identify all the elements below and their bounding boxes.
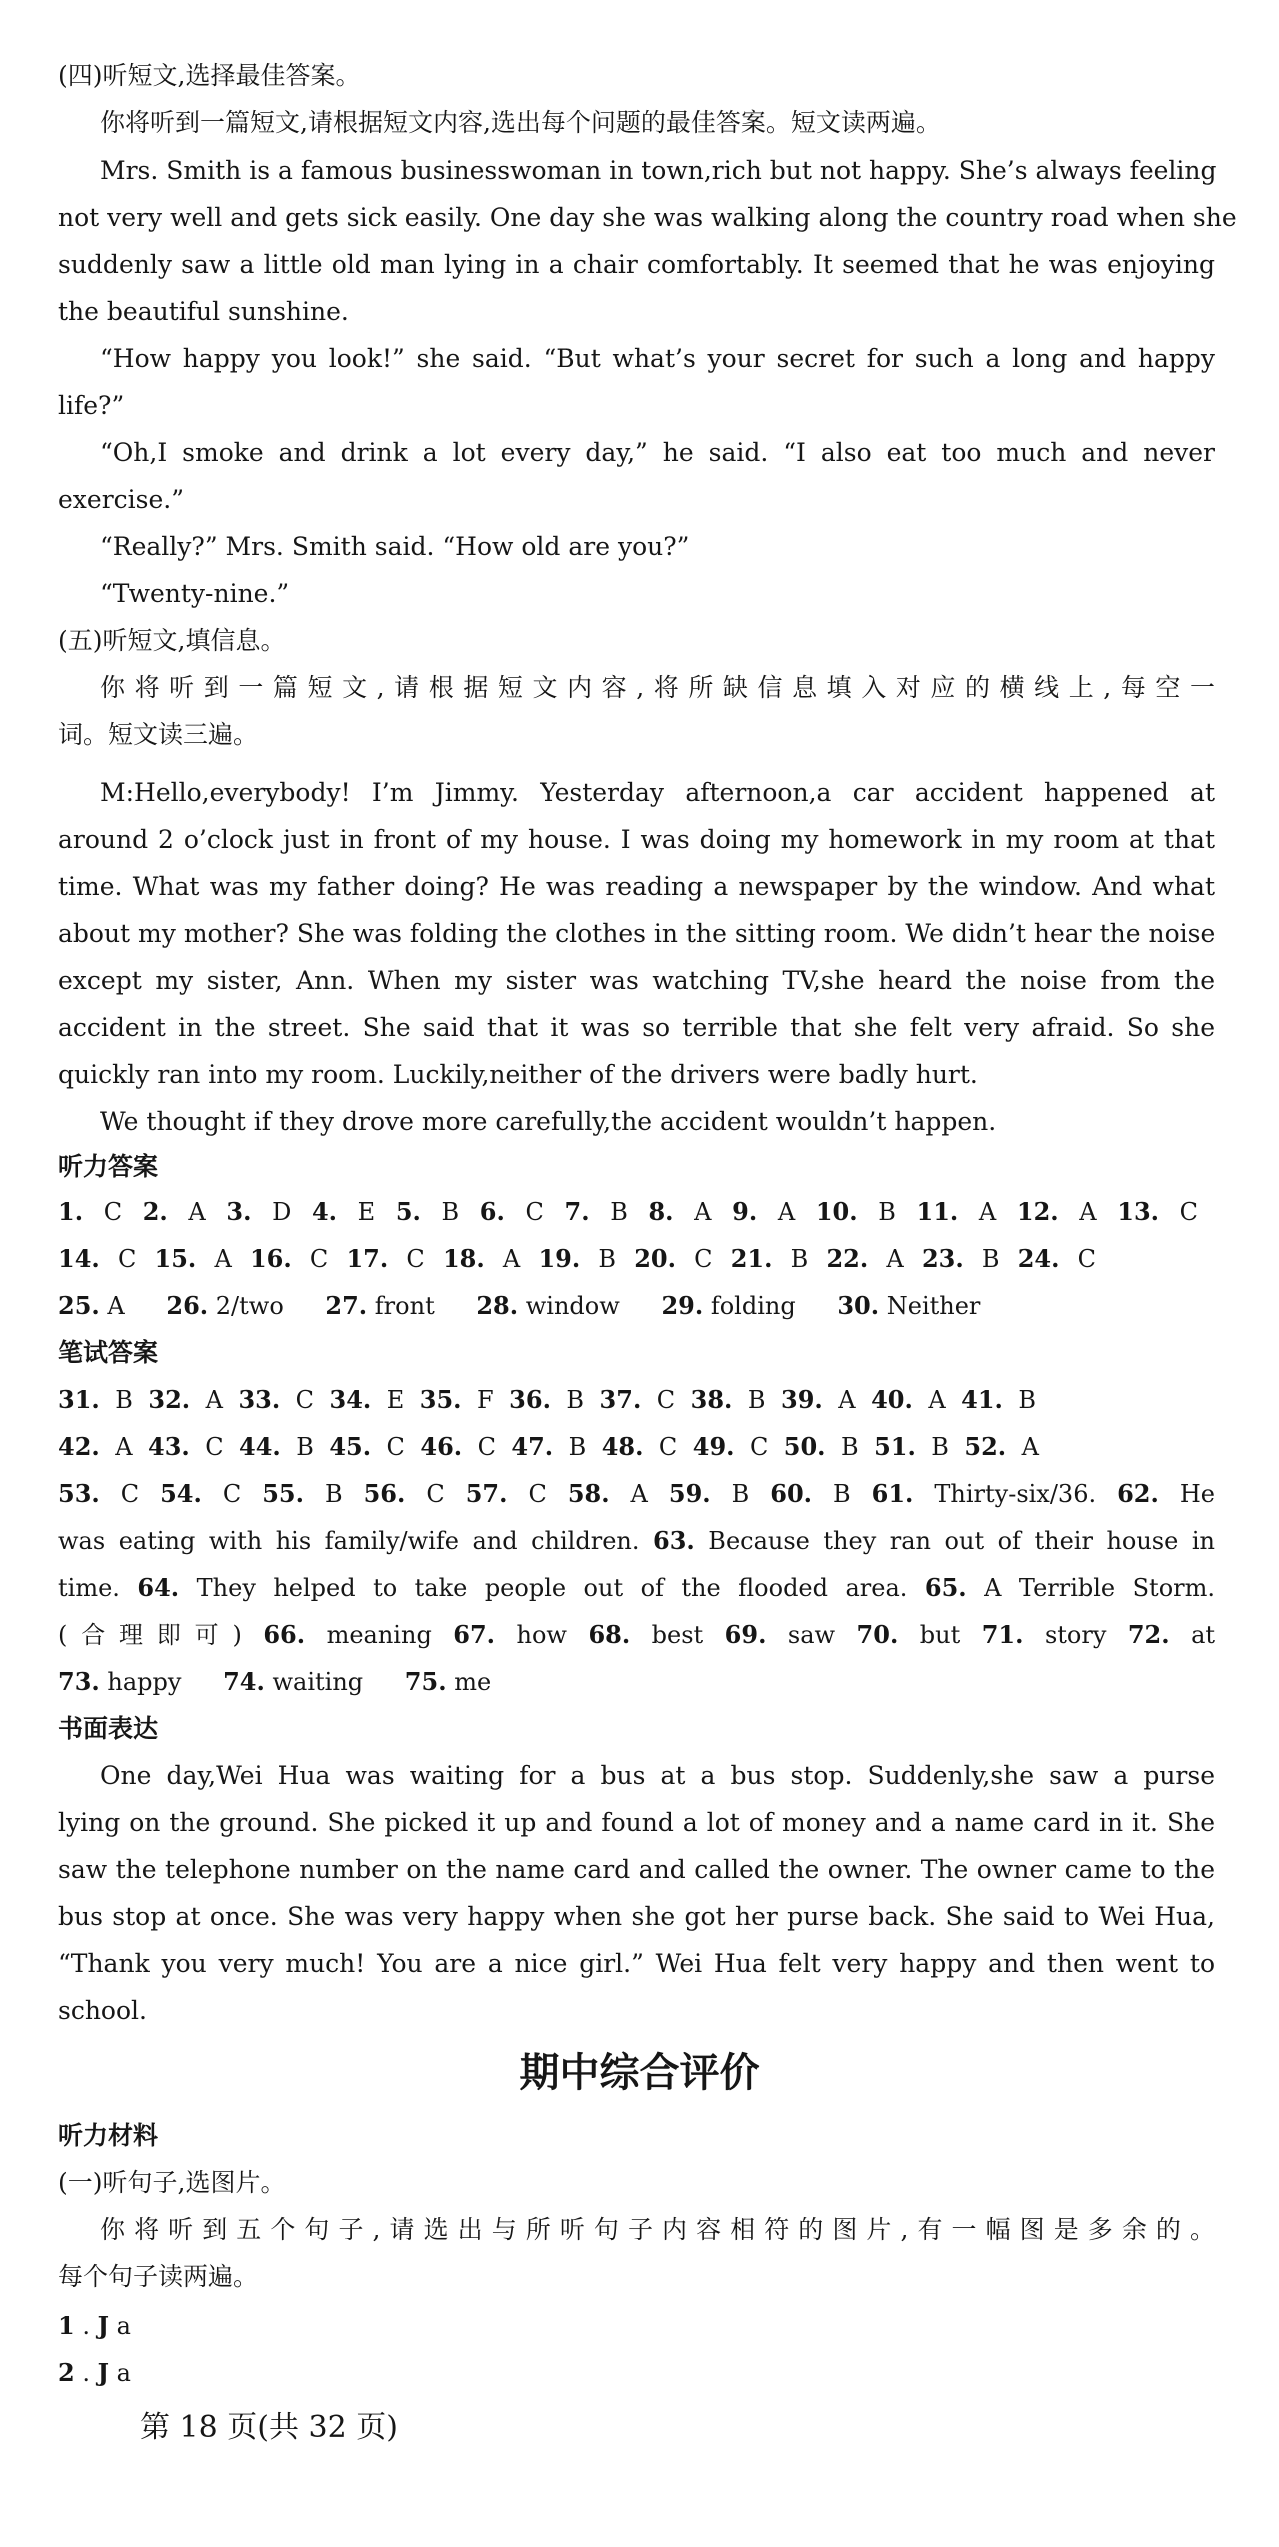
answer-number: 38. bbox=[690, 1385, 733, 1414]
answer-text: C bbox=[1059, 1245, 1097, 1273]
answer-text: B bbox=[812, 1480, 851, 1508]
answer-text: A bbox=[99, 1433, 133, 1461]
answer-item bbox=[453, 1621, 567, 1649]
answer-text: A bbox=[673, 1198, 712, 1226]
answer-number: 30. bbox=[837, 1291, 880, 1320]
answer-text: at bbox=[1169, 1621, 1216, 1649]
answer-text: B bbox=[550, 1386, 585, 1414]
answer-text: C bbox=[388, 1245, 425, 1273]
answer-number: J bbox=[97, 2311, 109, 2340]
writing-heading: 书面表达 bbox=[58, 1714, 159, 1743]
answer-number: 49. bbox=[692, 1432, 735, 1461]
answer-number: 15. bbox=[154, 1244, 197, 1273]
answer-number: 19. bbox=[538, 1244, 581, 1273]
writing-line: “Thank you very much! You are a nice girl.” Wei Hua felt very happy and then went to bbox=[58, 1949, 1215, 1978]
midterm-title: 期中综合评价 bbox=[519, 2050, 760, 2096]
passage-5-line: time. What was my father doing? He was reading a newspaper by the window. And what bbox=[58, 872, 1215, 901]
passage-4-line: exercise.” bbox=[58, 485, 184, 514]
answer-number: 59. bbox=[668, 1479, 711, 1508]
answer-number: 41. bbox=[961, 1385, 1003, 1414]
written-answers-heading: 笔试答案 bbox=[58, 1338, 159, 1367]
answer-item bbox=[98, 2359, 131, 2387]
answer-number: 51. bbox=[874, 1432, 916, 1461]
answer-number: 68. bbox=[588, 1620, 631, 1649]
answer-text: B bbox=[420, 1198, 460, 1226]
answer-number: 47. bbox=[511, 1432, 554, 1461]
answer-item bbox=[58, 2312, 90, 2340]
answer-number: 23. bbox=[921, 1244, 964, 1273]
answer-number: 29. bbox=[661, 1291, 704, 1320]
answer-text: A bbox=[757, 1198, 796, 1226]
midterm-part1-heading: (一)听句子,选图片。 bbox=[58, 2168, 286, 2197]
answer-item bbox=[538, 1245, 616, 1273]
answer-item bbox=[396, 1198, 459, 1226]
answer-text: C bbox=[462, 1433, 496, 1461]
answer-text: C bbox=[189, 1433, 224, 1461]
answer-item bbox=[770, 1480, 850, 1508]
passage-4-line: “How happy you look!” she said. “But what’s your secret for such a long and happy bbox=[100, 344, 1215, 373]
answer-number: 28. bbox=[476, 1291, 519, 1320]
section-4-heading: (四)听短文,选择最佳答案。 bbox=[58, 61, 361, 90]
answer-number: 9. bbox=[732, 1197, 758, 1226]
answer-item bbox=[325, 1292, 434, 1320]
answer-item bbox=[58, 1386, 133, 1414]
midterm-subheading: 听力材料 bbox=[58, 2121, 159, 2150]
answer-number: 12. bbox=[1016, 1197, 1059, 1226]
answer-text: B bbox=[732, 1386, 766, 1414]
answer-number: 18. bbox=[442, 1244, 485, 1273]
answer-text: A bbox=[609, 1480, 648, 1508]
answer-text: B bbox=[280, 1433, 314, 1461]
answer-text: . bbox=[74, 2312, 90, 2340]
answer-number: 22. bbox=[826, 1244, 869, 1273]
answer-text: They helped to take people out of the flooded area. bbox=[179, 1574, 908, 1602]
passage-4-line: “Oh,I smoke and drink a lot every day,” he said. “I also eat too much and never bbox=[100, 438, 1215, 467]
answer-text: happy bbox=[99, 1668, 182, 1696]
answer-number: 5. bbox=[395, 1197, 421, 1226]
answer-number: 17. bbox=[346, 1244, 389, 1273]
answer-item bbox=[826, 1245, 903, 1273]
answer-text: (合理即可) bbox=[58, 1621, 242, 1649]
answer-item bbox=[857, 1621, 961, 1649]
answer-item bbox=[155, 1245, 232, 1273]
answer-text: C bbox=[99, 1245, 137, 1273]
answer-number: 27. bbox=[325, 1291, 368, 1320]
midterm-item bbox=[58, 2310, 131, 2342]
answer-text: A bbox=[868, 1245, 904, 1273]
answer-item bbox=[816, 1198, 896, 1226]
answer-text: folding bbox=[703, 1292, 796, 1320]
answer-item bbox=[58, 1433, 133, 1461]
answer-item bbox=[143, 1198, 206, 1226]
answer-item bbox=[784, 1433, 859, 1461]
passage-5-line: accident in the street. She said that it was so terrible that she felt very afraid. So she bbox=[58, 1013, 1215, 1042]
answer-item bbox=[466, 1480, 547, 1508]
answer-number: 42. bbox=[58, 1432, 100, 1461]
answer-item bbox=[58, 1527, 639, 1555]
answer-number: 8. bbox=[648, 1197, 674, 1226]
answer-number: 57. bbox=[465, 1479, 508, 1508]
answer-item bbox=[725, 1621, 835, 1649]
answer-item bbox=[511, 1433, 586, 1461]
answer-item bbox=[1117, 1198, 1198, 1226]
answer-number: 16. bbox=[249, 1244, 292, 1273]
answer-number: 32. bbox=[148, 1385, 191, 1414]
answer-number: 11. bbox=[916, 1197, 959, 1226]
answer-text: A bbox=[484, 1245, 521, 1273]
answer-item bbox=[346, 1245, 424, 1273]
passage-5-line: except my sister, Ann. When my sister was watching TV,she heard the noise from the bbox=[58, 966, 1215, 995]
passage-4-line: not very well and gets sick easily. One day she was walking along the country road when she bbox=[58, 203, 1237, 232]
passage-5-line: about my mother? She was folding the clothes in the sitting room. We didn’t hear the noise bbox=[58, 919, 1216, 948]
answer-number: 70. bbox=[856, 1620, 899, 1649]
answer-number: 36. bbox=[509, 1385, 551, 1414]
answer-text: He bbox=[1158, 1480, 1215, 1508]
answer-text: A bbox=[99, 1292, 125, 1320]
answer-text: a bbox=[108, 2312, 131, 2340]
answer-number: J bbox=[97, 2358, 109, 2387]
answer-text: C bbox=[641, 1386, 676, 1414]
passage-5-line: M:Hello,everybody! I’m Jimmy. Yesterday afternoon,a car accident happened at bbox=[100, 778, 1215, 807]
answer-number: 45. bbox=[329, 1432, 372, 1461]
answer-text: B bbox=[303, 1480, 343, 1508]
answer-text: saw bbox=[766, 1621, 836, 1649]
answer-item bbox=[420, 1433, 496, 1461]
passage-4-line: life?” bbox=[58, 391, 125, 420]
answer-item bbox=[732, 1198, 795, 1226]
answer-text: C bbox=[504, 1198, 544, 1226]
answer-item bbox=[669, 1480, 749, 1508]
answer-text: B bbox=[99, 1386, 133, 1414]
answer-text: C bbox=[1159, 1198, 1199, 1226]
answer-number: 14. bbox=[58, 1244, 100, 1273]
answer-item bbox=[661, 1292, 795, 1320]
answer-item bbox=[565, 1198, 628, 1226]
answer-number: 33. bbox=[238, 1385, 281, 1414]
answer-item bbox=[312, 1198, 375, 1226]
answer-item bbox=[634, 1245, 712, 1273]
answer-text: 2/two bbox=[208, 1292, 284, 1320]
answer-text: E bbox=[337, 1198, 376, 1226]
answer-text: Neither bbox=[879, 1292, 981, 1320]
answer-text: how bbox=[495, 1621, 567, 1649]
answer-text: C bbox=[83, 1198, 123, 1226]
answer-item bbox=[262, 1480, 342, 1508]
writing-line: school. bbox=[58, 1996, 147, 2025]
answer-number: 73. bbox=[58, 1667, 100, 1696]
answer-number: 2 bbox=[58, 2358, 75, 2387]
answer-number: 13. bbox=[1117, 1197, 1160, 1226]
midterm-item bbox=[58, 2357, 131, 2389]
answer-number: 26. bbox=[166, 1291, 209, 1320]
answer-item bbox=[693, 1433, 769, 1461]
answer-number: 58. bbox=[567, 1479, 610, 1508]
answer-row bbox=[58, 1572, 1215, 1604]
answer-number: 20. bbox=[634, 1244, 676, 1273]
answer-number: 44. bbox=[239, 1432, 281, 1461]
answer-item bbox=[405, 1668, 491, 1696]
answer-item bbox=[1128, 1621, 1215, 1649]
answer-item bbox=[58, 1245, 136, 1273]
answer-item bbox=[925, 1574, 1215, 1602]
answer-text: B bbox=[710, 1480, 750, 1508]
answer-number: 61. bbox=[871, 1479, 914, 1508]
answer-number: 25. bbox=[58, 1291, 100, 1320]
section-5-instruction: 词。短文读三遍。 bbox=[58, 720, 259, 749]
answer-text: was eating with his family/wife and children. bbox=[58, 1527, 640, 1555]
passage-4-line: suddenly saw a little old man lying in a chair comfortably. It seemed that he was enjoying bbox=[58, 250, 1215, 279]
answer-item bbox=[917, 1198, 997, 1226]
answer-text: A bbox=[822, 1386, 856, 1414]
passage-4-line: Mrs. Smith is a famous businesswoman in town,rich but not happy. She’s always feeling bbox=[100, 156, 1217, 185]
answer-number: 67. bbox=[453, 1620, 496, 1649]
answer-number: 1 bbox=[58, 2311, 75, 2340]
answer-text: B bbox=[857, 1198, 896, 1226]
answer-row bbox=[58, 1525, 1215, 1557]
answer-number: 69. bbox=[724, 1620, 767, 1649]
answer-number: 56. bbox=[363, 1479, 406, 1508]
answer-text: a bbox=[108, 2359, 131, 2387]
answer-number: 6. bbox=[479, 1197, 505, 1226]
answer-text: C bbox=[99, 1480, 140, 1508]
answer-item bbox=[588, 1621, 703, 1649]
passage-4-line: the beautiful sunshine. bbox=[58, 297, 349, 326]
answer-item bbox=[58, 2359, 90, 2387]
answer-text: but bbox=[898, 1621, 961, 1649]
answer-item bbox=[364, 1480, 445, 1508]
answer-row bbox=[58, 1243, 1096, 1275]
answer-number: 65. bbox=[924, 1573, 967, 1602]
answer-text: B bbox=[825, 1433, 859, 1461]
answer-item bbox=[653, 1527, 1215, 1555]
answer-number: 64. bbox=[137, 1573, 180, 1602]
answer-number: 74. bbox=[223, 1667, 265, 1696]
answer-item bbox=[329, 1433, 405, 1461]
answer-item bbox=[602, 1433, 678, 1461]
answer-number: 4. bbox=[311, 1197, 338, 1226]
answer-text: C bbox=[405, 1480, 445, 1508]
answer-item bbox=[58, 1668, 181, 1696]
answer-item bbox=[443, 1245, 520, 1273]
answer-text: B bbox=[580, 1245, 617, 1273]
answer-item bbox=[509, 1386, 584, 1414]
listening-answers-heading: 听力答案 bbox=[58, 1152, 159, 1181]
answer-number: 39. bbox=[781, 1385, 823, 1414]
answer-item bbox=[137, 1574, 907, 1602]
answer-text: A bbox=[1006, 1433, 1039, 1461]
passage-5-line: We thought if they drove more carefully,the accident wouldn’t happen. bbox=[100, 1107, 997, 1136]
answer-text: C bbox=[507, 1480, 547, 1508]
section-5-instruction: 你将听到一篇短文,请根据短文内容,将所缺信息填入对应的横线上,每空一 bbox=[100, 673, 1215, 702]
answer-number: 2. bbox=[142, 1197, 168, 1226]
answer-text: A bbox=[196, 1245, 232, 1273]
answer-number: 35. bbox=[419, 1385, 462, 1414]
answer-text: B bbox=[772, 1245, 809, 1273]
answer-item bbox=[250, 1245, 328, 1273]
answer-number: 54. bbox=[160, 1479, 202, 1508]
section-5-heading: (五)听短文,填信息。 bbox=[58, 626, 286, 655]
answer-item bbox=[223, 1668, 363, 1696]
passage-4-line: “Really?” Mrs. Smith said. “How old are you?” bbox=[100, 532, 690, 561]
answer-number: 46. bbox=[420, 1432, 463, 1461]
answer-item bbox=[964, 1433, 1039, 1461]
answer-text: C bbox=[371, 1433, 405, 1461]
answer-text: E bbox=[371, 1386, 405, 1414]
answer-number: 63. bbox=[653, 1526, 695, 1555]
answer-row bbox=[58, 1290, 980, 1322]
answer-item bbox=[600, 1386, 676, 1414]
answer-number: 7. bbox=[564, 1197, 590, 1226]
answer-item bbox=[166, 1292, 283, 1320]
answer-text: front bbox=[367, 1292, 435, 1320]
answer-text: . bbox=[74, 2359, 90, 2387]
answer-text: Thirty-six/36. bbox=[913, 1480, 1097, 1508]
answer-text: D bbox=[251, 1198, 292, 1226]
answer-item bbox=[58, 1198, 122, 1226]
answer-item bbox=[58, 1480, 139, 1508]
passage-5-line: around 2 o’clock just in front of my house. I was doing my homework in my room at that bbox=[58, 825, 1215, 854]
answer-text: A bbox=[912, 1386, 946, 1414]
answer-item bbox=[58, 1292, 125, 1320]
answer-item bbox=[98, 2312, 131, 2340]
answer-text: A bbox=[958, 1198, 997, 1226]
answer-item bbox=[874, 1433, 949, 1461]
answer-item bbox=[1017, 1198, 1097, 1226]
answer-number: 52. bbox=[964, 1432, 1007, 1461]
answer-number: 31. bbox=[58, 1385, 100, 1414]
answer-item bbox=[872, 1480, 1096, 1508]
answer-item bbox=[480, 1198, 544, 1226]
answer-number: 1. bbox=[58, 1197, 84, 1226]
answer-text: meaning bbox=[305, 1621, 432, 1649]
answer-number: 21. bbox=[730, 1244, 773, 1273]
answer-row bbox=[58, 1196, 1198, 1228]
answer-number: 66. bbox=[263, 1620, 306, 1649]
answer-text: B bbox=[1002, 1386, 1037, 1414]
answer-item bbox=[148, 1386, 223, 1414]
answer-text: waiting bbox=[264, 1668, 364, 1696]
answer-number: 10. bbox=[815, 1197, 858, 1226]
answer-number: 24. bbox=[1017, 1244, 1060, 1273]
answer-item bbox=[568, 1480, 648, 1508]
answer-text: C bbox=[675, 1245, 713, 1273]
answer-number: 40. bbox=[871, 1385, 913, 1414]
midterm-instruction: 你将听到五个句子,请选出与所听句子内容相符的图片,有一幅图是多余的。 bbox=[100, 2215, 1215, 2244]
answer-row bbox=[58, 1666, 491, 1698]
answer-row bbox=[58, 1384, 1036, 1416]
answer-text: Because they ran out of their house in bbox=[694, 1527, 1215, 1555]
answer-text: B bbox=[589, 1198, 628, 1226]
answer-item bbox=[871, 1386, 946, 1414]
passage-4-line: “Twenty-nine.” bbox=[100, 579, 290, 608]
answer-text: C bbox=[280, 1386, 315, 1414]
answer-text: C bbox=[734, 1433, 769, 1461]
answer-number: 3. bbox=[226, 1197, 252, 1226]
answer-item bbox=[731, 1245, 809, 1273]
answer-number: 60. bbox=[770, 1479, 813, 1508]
answer-text: A Terrible Storm. bbox=[966, 1574, 1215, 1602]
answer-number: 72. bbox=[1127, 1620, 1170, 1649]
answer-item bbox=[420, 1386, 494, 1414]
midterm-instruction: 每个句子读两遍。 bbox=[58, 2262, 259, 2291]
answer-text: best bbox=[630, 1621, 704, 1649]
answer-number: 55. bbox=[262, 1479, 304, 1508]
answer-item bbox=[961, 1386, 1036, 1414]
answer-item bbox=[148, 1433, 224, 1461]
answer-number: 50. bbox=[783, 1432, 826, 1461]
answer-number: 34. bbox=[329, 1385, 372, 1414]
answer-item bbox=[1018, 1245, 1096, 1273]
answer-item bbox=[648, 1198, 711, 1226]
answer-text: B bbox=[963, 1245, 1000, 1273]
passage-5-line: quickly ran into my room. Luckily,neither of the drivers were badly hurt. bbox=[58, 1060, 978, 1089]
answer-row bbox=[58, 1478, 1215, 1510]
answer-number: 62. bbox=[1117, 1479, 1159, 1508]
section-4-instruction: 你将听到一篇短文,请根据短文内容,选出每个问题的最佳答案。短文读两遍。 bbox=[100, 108, 941, 137]
answer-number: 37. bbox=[599, 1385, 642, 1414]
answer-item bbox=[781, 1386, 856, 1414]
answer-number: 75. bbox=[404, 1667, 447, 1696]
page-footer: 第 18 页(共 32 页) bbox=[140, 2410, 398, 2445]
answer-item bbox=[476, 1292, 619, 1320]
answer-row bbox=[58, 1431, 1039, 1463]
answer-text: me bbox=[446, 1668, 492, 1696]
answer-item bbox=[160, 1480, 241, 1508]
answer-item bbox=[982, 1621, 1107, 1649]
answer-text: window bbox=[518, 1292, 620, 1320]
answer-row bbox=[58, 1619, 1215, 1651]
answer-text: C bbox=[291, 1245, 329, 1273]
writing-line: saw the telephone number on the name card and called the owner. The owner came to the bbox=[58, 1855, 1215, 1884]
answer-text: B bbox=[915, 1433, 949, 1461]
answer-item bbox=[239, 1433, 314, 1461]
answer-number: 71. bbox=[981, 1620, 1024, 1649]
writing-line: One day,Wei Hua was waiting for a bus at a bus stop. Suddenly,she saw a purse bbox=[100, 1761, 1215, 1790]
answer-item bbox=[837, 1292, 980, 1320]
answer-number: 48. bbox=[601, 1432, 644, 1461]
answer-text: time. bbox=[58, 1574, 120, 1602]
answer-item bbox=[330, 1386, 405, 1414]
answer-number: 53. bbox=[58, 1479, 100, 1508]
answer-text: A bbox=[1058, 1198, 1097, 1226]
answer-item bbox=[226, 1198, 291, 1226]
answer-text: A bbox=[167, 1198, 206, 1226]
answer-text: A bbox=[190, 1386, 223, 1414]
writing-line: bus stop at once. She was very happy when she got her purse back. She said to Wei Hua, bbox=[58, 1902, 1215, 1931]
answer-number: 43. bbox=[148, 1432, 190, 1461]
answer-item bbox=[691, 1386, 766, 1414]
answer-text: story bbox=[1023, 1621, 1107, 1649]
writing-line: lying on the ground. She picked it up and found a lot of money and a name card in it. She bbox=[58, 1808, 1215, 1837]
answer-item bbox=[58, 1574, 120, 1602]
answer-item bbox=[263, 1621, 431, 1649]
answer-text: B bbox=[553, 1433, 587, 1461]
answer-text: F bbox=[461, 1386, 494, 1414]
answer-item bbox=[922, 1245, 1000, 1273]
answer-item bbox=[1117, 1480, 1215, 1508]
answer-text: C bbox=[201, 1480, 242, 1508]
answer-item bbox=[58, 1621, 242, 1649]
answer-item bbox=[238, 1386, 314, 1414]
answer-text: C bbox=[643, 1433, 678, 1461]
